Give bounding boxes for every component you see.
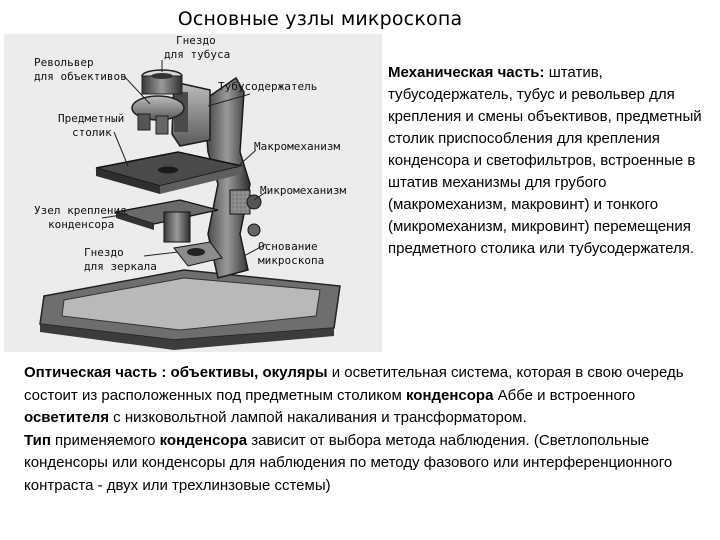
condenser-term-2: конденсора [159, 431, 248, 449]
callout-stage-line1: Предметный [58, 112, 125, 125]
optical-part-paragraph [24, 362, 704, 497]
optical-text-1: и осветительная система, которая в свою очередь состоит из расположенных под предметным столиком [24, 364, 684, 404]
callout-mirror-line1: Гнездо [84, 246, 124, 259]
callout-nest-tube-line1: Гнездо [176, 34, 216, 47]
mechanical-part-paragraph [388, 62, 708, 260]
callout-mirror-line2: для зеркала [84, 260, 157, 273]
optical-heading: Оптическая часть : [24, 364, 167, 381]
microscope-illustration [4, 34, 382, 352]
callout-revolver-line2: для объективов [34, 70, 127, 83]
microscope-figure [4, 34, 382, 352]
callout-stage-line2: столик [72, 126, 112, 139]
mechanical-text: штатив, тубусодержатель, тубус и револьвер для крепления и смены объективов, предметный столик приспособления для крепления конденсора и светофильтров, встроенные в штатив механизмы для грубого (макромеханизм, макровинт) и тонкого (микромеханизм, микровинт) перемещения предметного столика или тубусодержателя. [388, 64, 702, 257]
callout-nest-tube-line2: для тубуса [164, 48, 231, 61]
callout-base-line1: Основание [258, 240, 318, 253]
callout-revolver-line1: Револьвер [34, 56, 94, 69]
callout-micro: Микромеханизм [260, 184, 347, 197]
optical-items: объективы, окуляры [166, 364, 328, 381]
optical-text-4: применяемого [50, 431, 160, 449]
tube-socket-shape [142, 70, 182, 94]
type-term: Тип [24, 431, 51, 449]
callout-macro: Макромеханизм [254, 140, 341, 153]
callout-base-line2: микроскопа [258, 254, 325, 267]
callout-tube-holder: Тубусодержатель [218, 80, 318, 93]
callout-condenser-line2: конденсора [48, 218, 115, 231]
optical-text-5: зависит от выбора метода наблюдения. (Светлопольные конденсоры или конденсоры для наблюдения по методу фазового или интерференционного контраста - двух или трехлинзовые сстемы) [24, 431, 673, 494]
mechanical-heading: Механическая часть: [388, 64, 545, 81]
optical-text-2: Аббе и встроенного [493, 386, 636, 404]
page-title: Основные узлы микроскопа [177, 8, 463, 30]
optical-text-3: с низковольтной лампой накаливания и трансформатором. [109, 409, 527, 426]
callout-condenser-line1: Узел крепления [34, 204, 127, 217]
illuminator-term: осветителя [24, 409, 110, 426]
condenser-term: конденсора [405, 386, 494, 404]
